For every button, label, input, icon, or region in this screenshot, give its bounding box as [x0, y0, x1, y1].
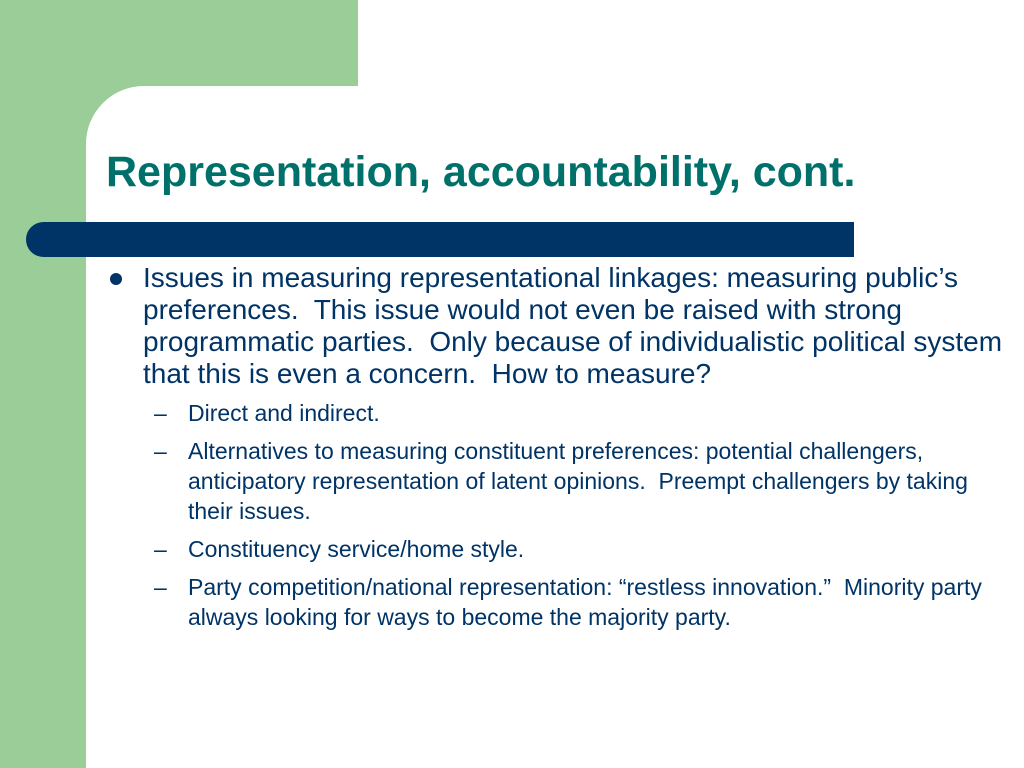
- sub-bullet-text: Direct and indirect.: [188, 400, 380, 426]
- main-bullet: [110, 262, 1015, 390]
- bullet-dot-icon: [110, 273, 122, 285]
- dash-icon: –: [154, 438, 167, 464]
- sub-bullet: [110, 436, 1015, 526]
- sub-bullet: [110, 572, 1015, 632]
- sub-bullet-list: [110, 398, 1015, 632]
- sub-bullet-text: Party competition/national representation: “restless innovation.” Minority party always looking for ways to become the majority party.: [188, 574, 982, 630]
- dash-icon: –: [154, 400, 167, 426]
- sub-bullet: [110, 398, 1015, 428]
- title-divider-bar: [26, 222, 854, 257]
- sub-bullet: [110, 534, 1015, 564]
- slide-body: [110, 262, 1015, 640]
- sub-bullet-text: Constituency service/home style.: [188, 536, 525, 562]
- dash-icon: –: [154, 536, 167, 562]
- slide-title: Representation, accountability, cont.: [106, 148, 856, 196]
- dash-icon: –: [154, 574, 167, 600]
- sub-bullet-text: Alternatives to measuring constituent preferences: potential challengers, anticipatory representation of latent opinions. Preempt challengers by taking their issues.: [188, 438, 968, 524]
- main-bullet-text: Issues in measuring representational linkages: measuring public’s preferences. This issue would not even be raised with strong programmatic parties. Only because of individualistic political system that this is even a concern. How to measure?: [143, 262, 1003, 389]
